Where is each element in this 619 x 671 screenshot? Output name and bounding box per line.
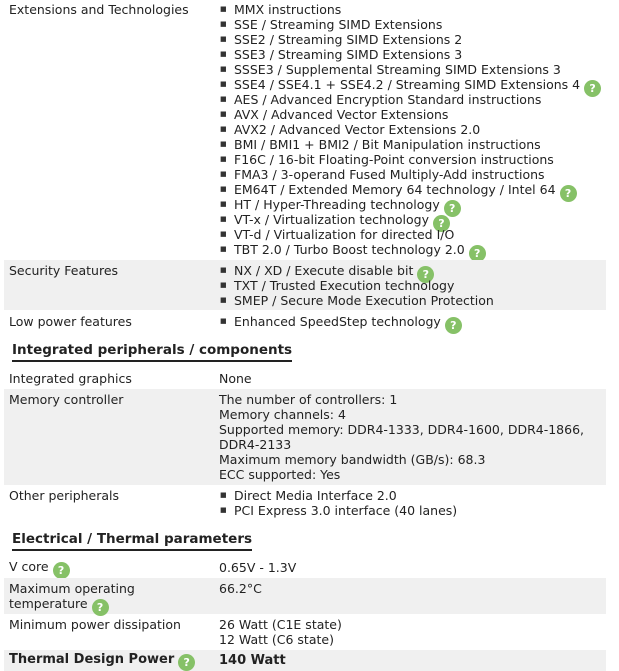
feature-item bbox=[219, 227, 601, 242]
row-extensions bbox=[4, 0, 606, 258]
feature-text: SSE / Streaming SIMD Extensions bbox=[234, 17, 443, 32]
feature-text: MMX instructions bbox=[234, 2, 342, 17]
feature-item bbox=[219, 293, 494, 308]
row-vcore bbox=[4, 557, 606, 577]
feature-item bbox=[219, 278, 494, 293]
label-other-peripherals: Other peripherals bbox=[9, 488, 120, 503]
value-vcore: 0.65V - 1.3V bbox=[219, 560, 297, 575]
row-memory-controller bbox=[4, 389, 606, 485]
label-max-temp-line2: temperature bbox=[9, 596, 88, 611]
feature-item bbox=[219, 242, 601, 260]
feature-text: EM64T / Extended Memory 64 technology / Intel 64 bbox=[234, 182, 556, 197]
extensions-list bbox=[219, 2, 601, 260]
feature-item bbox=[219, 314, 462, 332]
feature-text: SSE2 / Streaming SIMD Extensions 2 bbox=[234, 32, 463, 47]
feature-item bbox=[219, 2, 601, 17]
memory-line: The number of controllers: 1 bbox=[219, 392, 398, 407]
memory-controller-details bbox=[219, 392, 584, 482]
feature-text: FMA3 / 3-operand Fused Multiply-Add instructions bbox=[234, 167, 545, 182]
lowpower-list bbox=[219, 314, 462, 332]
feature-item bbox=[219, 137, 601, 152]
other-peripherals-list bbox=[219, 488, 457, 518]
feature-item bbox=[219, 152, 601, 167]
label-vcore-wrap bbox=[9, 559, 70, 579]
label-max-temp-line1: Maximum operating bbox=[9, 581, 135, 596]
label-extensions: Extensions and Technologies bbox=[9, 2, 189, 17]
label-vcore: V core bbox=[9, 559, 49, 574]
feature-text: AVX / Advanced Vector Extensions bbox=[234, 107, 449, 122]
feature-item bbox=[219, 92, 601, 107]
memory-line: Supported memory: DDR4-1333, DDR4-1600, DDR4-1866, bbox=[219, 422, 585, 437]
feature-item bbox=[219, 167, 601, 182]
row-lowpower bbox=[4, 312, 606, 332]
feature-item bbox=[219, 62, 601, 77]
min-power-values bbox=[219, 617, 342, 647]
row-tdp bbox=[4, 650, 606, 671]
label-memory-controller: Memory controller bbox=[9, 392, 124, 407]
label-lowpower: Low power features bbox=[9, 314, 132, 329]
help-icon[interactable]: ? bbox=[53, 562, 70, 579]
help-icon[interactable]: ? bbox=[584, 80, 601, 97]
feature-text: AES / Advanced Encryption Standard instructions bbox=[234, 92, 542, 107]
label-tdp-wrap bbox=[9, 652, 195, 671]
feature-text: Enhanced SpeedStep technology bbox=[234, 314, 441, 329]
feature-text: VT-x / Virtualization technology bbox=[234, 212, 429, 227]
help-icon[interactable]: ? bbox=[445, 317, 462, 334]
label-integrated-graphics: Integrated graphics bbox=[9, 371, 132, 386]
feature-item bbox=[219, 17, 601, 32]
feature-item bbox=[219, 47, 601, 62]
feature-text: HT / Hyper-Threading technology bbox=[234, 197, 440, 212]
feature-item bbox=[219, 32, 601, 47]
memory-line: Memory channels: 4 bbox=[219, 407, 346, 422]
feature-text: NX / XD / Execute disable bit bbox=[234, 263, 414, 278]
help-icon[interactable]: ? bbox=[433, 215, 450, 232]
help-icon[interactable]: ? bbox=[444, 200, 461, 217]
row-security bbox=[4, 260, 606, 310]
help-icon[interactable]: ? bbox=[469, 245, 486, 262]
memory-line: ECC supported: Yes bbox=[219, 467, 341, 482]
feature-text: SMEP / Secure Mode Execution Protection bbox=[234, 293, 494, 308]
feature-text: BMI / BMI1 + BMI2 / Bit Manipulation instructions bbox=[234, 137, 541, 152]
feature-item bbox=[219, 503, 457, 518]
label-tdp: Thermal Design Power bbox=[9, 652, 175, 667]
value-max-temp: 66.2°C bbox=[219, 581, 262, 596]
value-tdp: 140 Watt bbox=[219, 653, 286, 668]
row-other-peripherals bbox=[4, 486, 606, 522]
help-icon[interactable]: ? bbox=[560, 185, 577, 202]
feature-item bbox=[219, 212, 601, 230]
feature-text: SSE3 / Streaming SIMD Extensions 3 bbox=[234, 47, 463, 62]
feature-text: TBT 2.0 / Turbo Boost technology 2.0 bbox=[234, 242, 465, 257]
feature-item bbox=[219, 182, 601, 200]
feature-text: AVX2 / Advanced Vector Extensions 2.0 bbox=[234, 122, 481, 137]
security-list bbox=[219, 263, 494, 308]
feature-text: SSSE3 / Supplemental Streaming SIMD Extensions 3 bbox=[234, 62, 561, 77]
section-heading-electrical: Electrical / Thermal parameters bbox=[12, 531, 252, 551]
row-min-power bbox=[4, 615, 606, 649]
feature-text: PCI Express 3.0 interface (40 lanes) bbox=[234, 503, 458, 518]
min-power-line: 12 Watt (C6 state) bbox=[219, 632, 334, 647]
label-max-temp bbox=[9, 581, 135, 616]
row-integrated-graphics bbox=[4, 368, 606, 388]
feature-text: TXT / Trusted Execution technology bbox=[234, 278, 455, 293]
row-max-temp bbox=[4, 578, 606, 614]
feature-item bbox=[219, 263, 494, 281]
help-icon[interactable]: ? bbox=[92, 599, 109, 616]
feature-item bbox=[219, 488, 457, 503]
memory-line: DDR4-2133 bbox=[219, 437, 292, 452]
label-min-power: Minimum power dissipation bbox=[9, 617, 181, 632]
feature-item bbox=[219, 122, 601, 137]
feature-item bbox=[219, 197, 601, 215]
memory-line: Maximum memory bandwidth (GB/s): 68.3 bbox=[219, 452, 486, 467]
value-integrated-graphics: None bbox=[219, 371, 252, 386]
feature-text: VT-d / Virtualization for directed I/O bbox=[234, 227, 455, 242]
feature-text: F16C / 16-bit Floating-Point conversion instructions bbox=[234, 152, 554, 167]
label-security: Security Features bbox=[9, 263, 119, 278]
min-power-line: 26 Watt (C1E state) bbox=[219, 617, 342, 632]
feature-text: Direct Media Interface 2.0 bbox=[234, 488, 397, 503]
feature-item bbox=[219, 77, 601, 95]
help-icon[interactable]: ? bbox=[417, 266, 434, 283]
help-icon[interactable]: ? bbox=[178, 654, 195, 671]
feature-item bbox=[219, 107, 601, 122]
section-heading-integrated: Integrated peripherals / components bbox=[12, 342, 292, 362]
feature-text: SSE4 / SSE4.1 + SSE4.2 / Streaming SIMD Extensions 4 bbox=[234, 77, 581, 92]
